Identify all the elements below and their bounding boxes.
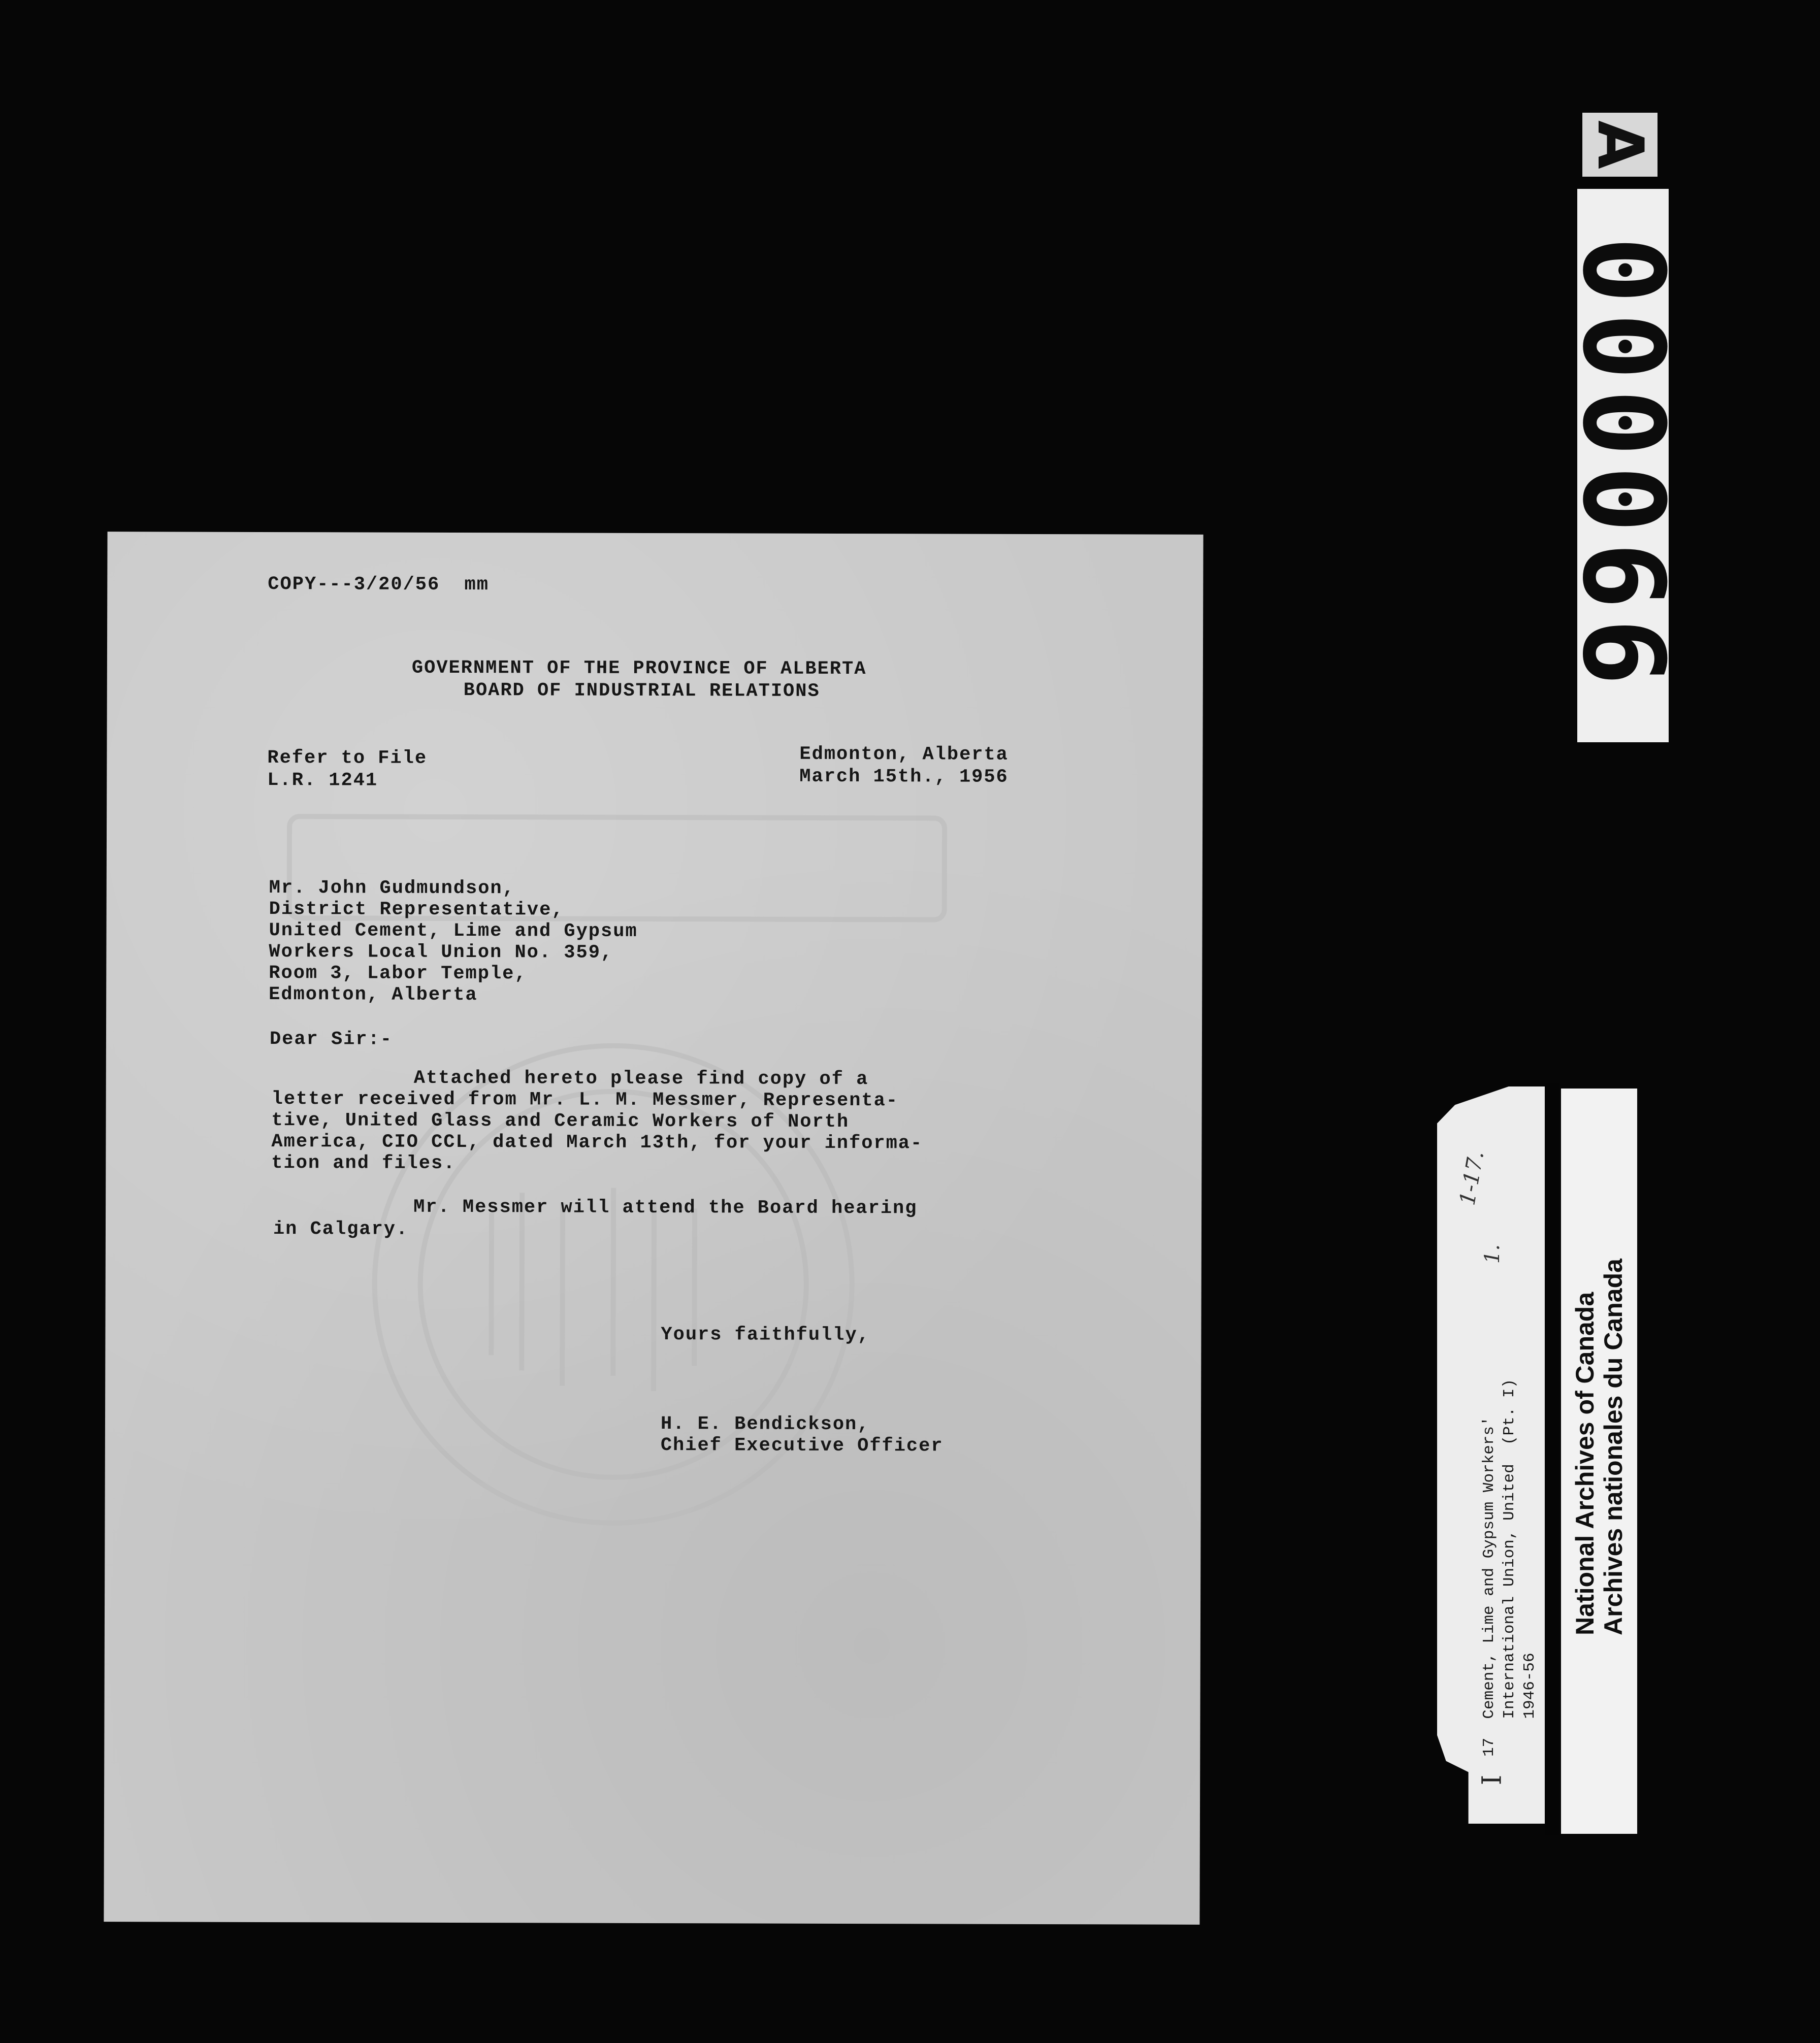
address-line: Room 3, Labor Temple, — [269, 963, 527, 985]
address-line: Workers Local Union No. 359, — [269, 941, 613, 964]
body-line: letter received from Mr. L. M. Messmer, Representa- — [271, 1089, 899, 1112]
frame-number-strip — [1558, 189, 1688, 742]
roman-numeral — [1476, 1765, 1507, 1795]
description-line: International Union, United (Pt. I) — [1501, 1378, 1518, 1757]
copy-notation: COPY---3/20/56 mm — [268, 574, 490, 596]
description-line: 1946-56 — [1521, 1653, 1539, 1757]
refer-to-file: Refer to File — [267, 747, 428, 769]
address-line: Edmonton, Alberta — [269, 984, 478, 1006]
union-made-watermark — [104, 532, 1203, 1925]
handwritten-note — [1441, 1147, 1502, 1208]
body-line: tion and files. — [271, 1152, 456, 1174]
body-line: America, CIO CCL, dated March 13th, for your informa- — [271, 1131, 923, 1155]
body-line: Mr. Messmer will attend the Board hearing — [413, 1196, 918, 1220]
file-number: L.R. 1241 — [267, 770, 378, 792]
address-line: Mr. John Gudmundson, — [269, 877, 515, 900]
handwritten-marker-text: 1. — [1480, 1244, 1504, 1264]
archives-name-text — [1571, 1259, 1628, 1635]
letterhead-government: GOVERNMENT OF THE PROVINCE OF ALBERTA — [411, 657, 867, 680]
frame-letter-box — [1582, 113, 1658, 177]
file-description-text — [1479, 1259, 1540, 1757]
roman-numeral-text: I — [1476, 1774, 1507, 1786]
letter-place: Edmonton, Alberta — [799, 743, 1009, 766]
body-line: Attached hereto please find copy of a — [413, 1067, 869, 1091]
signer-title: Chief Executive Officer — [660, 1435, 944, 1457]
signer-name: H. E. Bendickson, — [660, 1413, 870, 1436]
frame-number: 000066 — [1558, 236, 1688, 695]
file-description — [1477, 1259, 1543, 1757]
closing: Yours faithfully, — [661, 1324, 870, 1346]
label-divider — [1545, 1083, 1559, 1835]
archives-name-fr: Archives nationales du Canada — [1599, 1259, 1628, 1635]
letter-date: March 15th., 1956 — [799, 766, 1009, 788]
letter-page — [104, 532, 1203, 1925]
address-line: District Representative, — [269, 899, 564, 921]
archives-name-en: National Archives of Canada — [1571, 1292, 1599, 1635]
handwritten-note-text: 1-17. — [1454, 1148, 1489, 1207]
letterhead-board: BOARD OF INDUSTRIAL RELATIONS — [463, 680, 820, 702]
description-line: 17 Cement, Lime and Gypsum Workers' — [1480, 1416, 1498, 1757]
frame-letter: A — [1583, 120, 1656, 169]
body-line: tive, United Glass and Ceramic Workers of North — [271, 1110, 850, 1133]
salutation: Dear Sir:- — [269, 1029, 393, 1050]
address-line: United Cement, Lime and Gypsum — [269, 920, 638, 942]
body-line: in Calgary. — [273, 1218, 409, 1240]
archives-name — [1561, 1168, 1637, 1726]
